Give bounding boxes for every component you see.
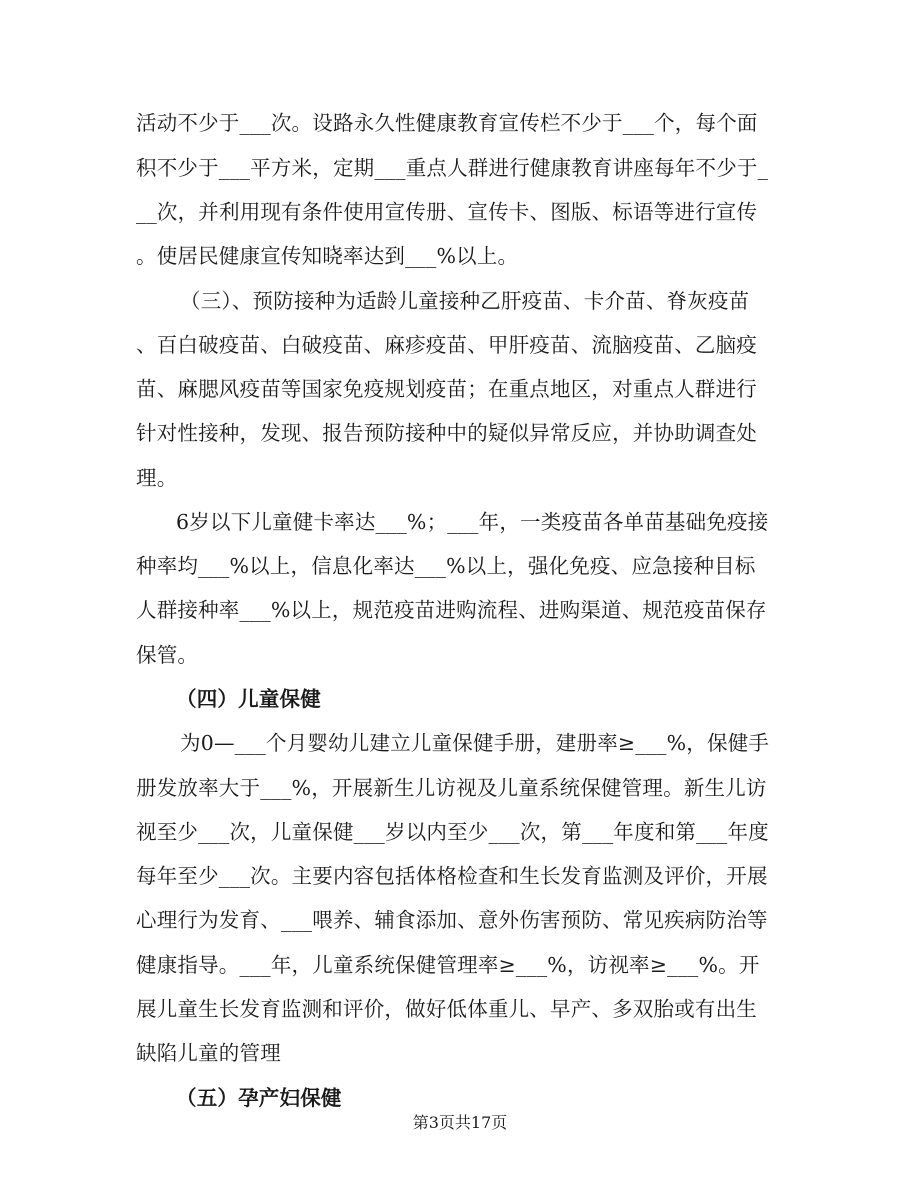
paragraph-line: 。使居民健康宣传知晓率达到___%以上。 bbox=[136, 244, 519, 268]
paragraph-line: 人群接种率___%以上，规范疫苗进购流程、进购渠道、规范疫苗保存 bbox=[136, 598, 767, 622]
page-number: 第3页共17页 bbox=[412, 1113, 508, 1132]
section-heading: （五）孕产妇保健 bbox=[176, 1086, 342, 1110]
paragraph-line: __次，并利用现有条件使用宣传册、宣传卡、图版、标语等进行宣传 bbox=[136, 200, 758, 224]
paragraph-line: 为0—___个月婴幼儿建立儿童保健手册，建册率≥___%，保健手 bbox=[180, 731, 770, 755]
paragraph-line: 每年至少___次。主要内容包括体格检查和生长发育监测及评价，开展 bbox=[136, 864, 768, 888]
paragraph-line: 册发放率大于___%，开展新生儿访视及儿童系统保健管理。新生儿访 bbox=[136, 776, 767, 800]
paragraph-line: 视至少___次，儿童保健___岁以内至少___次，第___年度和第___年度 bbox=[136, 820, 769, 844]
paragraph-line: 理。 bbox=[136, 466, 178, 490]
paragraph-line: 活动不少于___次。设路永久性健康教育宣传栏不少于___个，每个面 bbox=[136, 111, 758, 135]
paragraph-line: 、百白破疫苗、白破疫苗、麻疹疫苗、甲肝疫苗、流脑疫苗、乙脑疫 bbox=[136, 333, 757, 357]
paragraph-line: （三）、预防接种为适龄儿童接种乙肝疫苗、卡介苗、脊灰疫苗 bbox=[180, 289, 750, 313]
paragraph-line: 种率均___%以上，信息化率达___%以上，强化免疫、应急接种目标 bbox=[136, 554, 756, 578]
paragraph-line: 展儿童生长发育监测和评价，做好低体重儿、早产、多双胎或有出生 bbox=[136, 997, 757, 1021]
paragraph-line: 针对性接种，发现、报告预防接种中的疑似异常反应，并协助调查处 bbox=[136, 421, 757, 445]
paragraph-line: 缺陷儿童的管理 bbox=[136, 1041, 281, 1065]
paragraph-line: 积不少于___平方米，定期___重点人群进行健康教育讲座每年不少于_ bbox=[136, 156, 769, 180]
paragraph-line: 健康指导。___年，儿童系统保健管理率≥___%，访视率≥___%。开 bbox=[136, 953, 760, 977]
paragraph-line: 6岁以下儿童健卡率达___%；___年，一类疫苗各单苗基础免疫接 bbox=[176, 510, 769, 534]
paragraph-line: 心理行为发育、___喂养、辅食添加、意外伤害预防、常见疾病防治等 bbox=[136, 908, 768, 932]
paragraph-line: 苗、麻腮风疫苗等国家免疫规划疫苗；在重点地区，对重点人群进行 bbox=[136, 377, 757, 401]
section-heading: （四）儿童保健 bbox=[176, 687, 321, 711]
paragraph-line: 保管。 bbox=[136, 643, 199, 667]
